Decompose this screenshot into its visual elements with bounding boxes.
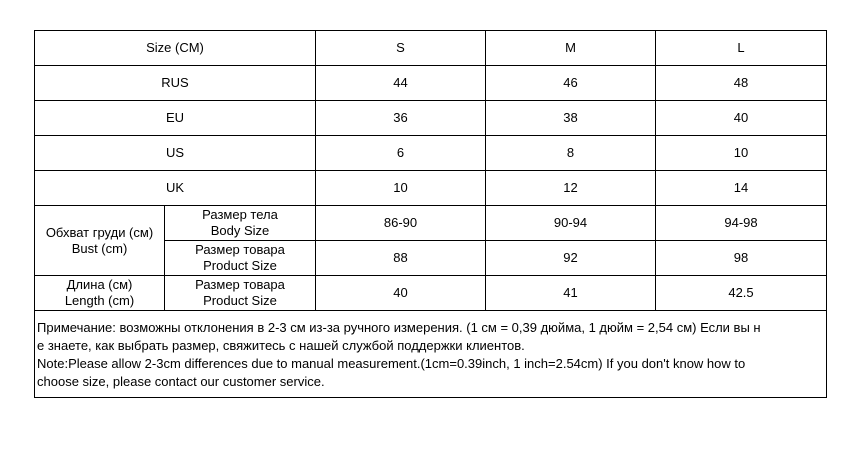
cell-value: 48 [656,66,827,101]
table-row [35,276,827,311]
header-row [35,31,827,66]
body-size-label-ru: Размер тела [202,207,278,222]
length-label [35,276,165,311]
table-row [35,101,827,136]
note-line: choose size, please contact our customer service. [37,374,325,389]
bust-label-ru: Обхват груди (см) [45,224,154,240]
length-label-ru: Длина (см) [66,277,133,292]
header-size-m: M [486,31,656,66]
cell-value: 44 [316,66,486,101]
table-row [35,206,827,241]
product-size-label [165,241,316,276]
product-size-label-en: Product Size [203,258,277,273]
product-size-label [165,276,316,311]
cell-value: 98 [656,241,827,276]
body-size-label [165,206,316,241]
cell-value: 40 [656,101,827,136]
size-chart-table [34,30,827,398]
cell-value: 38 [486,101,656,136]
header-label: Size (CM) [35,31,316,66]
cell-value: 86-90 [316,206,486,241]
cell-value: 12 [486,171,656,206]
row-label-us: US [35,136,316,171]
row-label-rus: RUS [35,66,316,101]
cell-value: 42.5 [656,276,827,311]
note-row [35,311,827,398]
cell-value: 40 [316,276,486,311]
table-row [35,136,827,171]
cell-value: 41 [486,276,656,311]
row-label-uk: UK [35,171,316,206]
product-size-label-en: Product Size [203,293,277,308]
cell-value: 46 [486,66,656,101]
header-size-s: S [316,31,486,66]
header-size-l: L [656,31,827,66]
length-label-en: Length (cm) [64,293,135,308]
cell-value: 14 [656,171,827,206]
bust-label-en: Bust (cm) [71,240,128,256]
cell-value: 10 [316,171,486,206]
product-size-label-ru: Размер товара [195,242,285,257]
note-cell [35,311,827,398]
cell-value: 8 [486,136,656,171]
row-label-eu: EU [35,101,316,136]
product-size-label-ru: Размер товара [195,277,285,292]
body-size-label-en: Body Size [210,223,270,238]
note-line: Примечание: возможны отклонения в 2-3 см из-за ручного измерения. (1 см = 0,39 дюйма, 1 дюйм = 2,54 см) Если вы н [37,320,761,335]
table-row [35,66,827,101]
cell-value: 94-98 [656,206,827,241]
cell-value: 10 [656,136,827,171]
cell-value: 6 [316,136,486,171]
note-line: е знаете, как выбрать размер, свяжитесь с нашей службой поддержки клиентов. [37,338,525,353]
cell-value: 36 [316,101,486,136]
cell-value: 90-94 [486,206,656,241]
table-row [35,171,827,206]
note-line: Note:Please allow 2-3cm differences due to manual measurement.(1cm=0.39inch, 1 inch=2.54cm) If you don't know how to [37,356,746,371]
bust-label [35,206,165,276]
cell-value: 88 [316,241,486,276]
cell-value: 92 [486,241,656,276]
